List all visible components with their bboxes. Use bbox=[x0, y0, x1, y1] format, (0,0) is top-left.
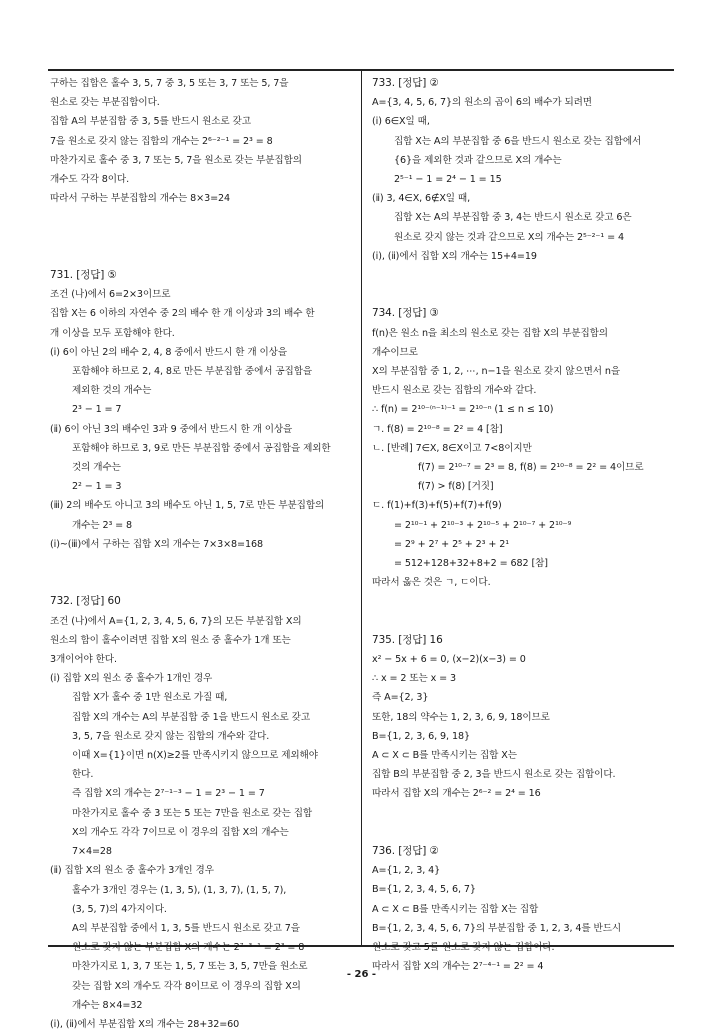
text-line: A의 부분집합 중에서 1, 3, 5를 반드시 원소로 갖고 7을 bbox=[72, 922, 300, 934]
text-line: 것의 개수는 bbox=[72, 462, 121, 474]
text-line: 따라서 집합 X의 개수는 2⁶⁻² = 2⁴ = 16 bbox=[372, 788, 541, 800]
left-column bbox=[50, 74, 352, 1034]
text-line: 집합 X는 A의 부분집합 중 6을 반드시 원소로 갖는 집합에서 bbox=[394, 135, 642, 147]
text-line: 원소로 갖지 않는 부분집합 X의 개수는 2⁷⁻³⁻¹ = 2³ = 8 bbox=[72, 942, 305, 954]
text-line: ㄷ. f(1)+f(3)+f(5)+f(7)+f(9) bbox=[372, 500, 502, 512]
text-line: 포함해야 하므로 2, 4, 8로 만든 부분집합 중에서 공집합을 bbox=[72, 366, 313, 378]
answer-heading: 736. [정답] ② bbox=[372, 845, 439, 858]
text-line: 마찬가지로 홀수 중 3 또는 5 또는 7만을 원소로 갖는 집합 bbox=[72, 807, 313, 819]
text-line: f(7) > f(8) [거짓] bbox=[418, 481, 494, 493]
text-line: (ⅰ)~(ⅲ)에서 구하는 집합 X의 개수는 7×3×8=168 bbox=[50, 538, 263, 550]
text-line: B={1, 2, 3, 4, 5, 6, 7} bbox=[372, 884, 476, 896]
text-line: (ⅲ) 2의 배수도 아니고 3의 배수도 아닌 1, 5, 7로 만든 부분집합의 bbox=[50, 500, 325, 512]
text-line: ㄱ. f(8) = 2¹⁰⁻⁸ = 2² = 4 [참] bbox=[372, 423, 503, 435]
spacer bbox=[50, 554, 352, 592]
text-line: 마찬가지로 1, 3, 7 또는 1, 5, 7 또는 3, 5, 7만을 원소로 bbox=[72, 961, 308, 973]
text-line: 개수는 8×4=32 bbox=[72, 999, 143, 1011]
text-line: 갖는 집합 X의 개수도 각각 8이므로 이 경우의 집합 X의 bbox=[72, 980, 301, 992]
text-line: 집합 X는 A의 부분집합 중 3, 4는 반드시 원소로 갖고 6은 bbox=[394, 212, 632, 224]
text-line: (ⅰ), (ⅱ)에서 부분집합 X의 개수는 28+32=60 bbox=[50, 1018, 240, 1030]
text-line: f(n)은 원소 n을 최소의 원소로 갖는 집합 X의 부분집합의 bbox=[372, 327, 608, 339]
text-line: 원소의 합이 홀수이려면 집합 X의 원소 중 홀수가 1개 또는 bbox=[50, 634, 291, 646]
text-line: 조건 (나)에서 A={1, 2, 3, 4, 5, 6, 7}의 모든 부분집합 X의 bbox=[50, 615, 302, 627]
text-line: 마찬가지로 홀수 중 3, 7 또는 5, 7을 원소로 갖는 부분집합의 bbox=[50, 154, 302, 166]
text-line: 개수는 2³ = 8 bbox=[72, 519, 133, 531]
text-line: 원소로 갖고 5를 원소로 갖지 않는 집합이다. bbox=[372, 942, 555, 954]
text-line: 2³ − 1 = 7 bbox=[72, 404, 122, 416]
text-line: A={3, 4, 5, 6, 7}의 원소의 곱이 6의 배수가 되려면 bbox=[372, 97, 592, 109]
text-line: f(7) = 2¹⁰⁻⁷ = 2³ = 8, f(8) = 2¹⁰⁻⁸ = 2² = 4이므로 bbox=[418, 462, 644, 474]
text-line: 따라서 집합 X의 개수는 2⁷⁻⁴⁻¹ = 2² = 4 bbox=[372, 961, 544, 973]
text-line: A ⊂ X ⊂ B를 만족시키는 집합 X는 bbox=[372, 750, 517, 762]
text-line: (3, 5, 7)의 4가지이다. bbox=[72, 903, 167, 915]
text-line: 홀수가 3개인 경우는 (1, 3, 5), (1, 3, 7), (1, 5, 7), bbox=[72, 884, 287, 896]
text-line: 집합 X가 홀수 중 1만 원소로 가질 때, bbox=[72, 692, 228, 704]
text-line: = 512+128+32+8+2 = 682 [참] bbox=[394, 558, 548, 570]
text-line: 집합 B의 부분집합 중 2, 3을 반드시 원소로 갖는 집합이다. bbox=[372, 769, 616, 781]
text-line: 개 이상을 모두 포함해야 한다. bbox=[50, 327, 175, 339]
text-line: 2⁵⁻¹ − 1 = 2⁴ − 1 = 15 bbox=[394, 174, 502, 186]
text-line: 또한, 18의 약수는 1, 2, 3, 6, 9, 18이므로 bbox=[372, 711, 550, 723]
text-line: 3개이어야 한다. bbox=[50, 654, 117, 666]
text-line: B={1, 2, 3, 4, 5, 6, 7}의 부분집합 중 1, 2, 3, 4를 반드시 bbox=[372, 922, 622, 934]
text-line: 개수이므로 bbox=[372, 346, 418, 358]
text-line: 따라서 옳은 것은 ㄱ, ㄷ이다. bbox=[372, 577, 491, 589]
text-line: B={1, 2, 3, 6, 9, 18} bbox=[372, 730, 470, 742]
text-line: 이때 X={1}이면 n(X)≥2를 만족시키지 않으므로 제외해야 bbox=[72, 750, 318, 762]
text-line: 반드시 원소로 갖는 집합의 개수와 같다. bbox=[372, 385, 537, 397]
answer-heading: 734. [정답] ③ bbox=[372, 307, 439, 320]
text-line: ∴ x = 2 또는 x = 3 bbox=[372, 673, 457, 685]
text-line: (ⅱ) 3, 4∈X, 6∉X일 때, bbox=[372, 193, 471, 205]
text-line: 2² − 1 = 3 bbox=[72, 481, 122, 493]
answer-heading: 733. [정답] ② bbox=[372, 77, 439, 89]
text-line: 집합 X는 6 이하의 자연수 중 2의 배수 한 개 이상과 3의 배수 한 bbox=[50, 308, 315, 320]
text-line: 구하는 집합은 홀수 3, 5, 7 중 3, 5 또는 3, 7 또는 5, 7을 bbox=[50, 78, 289, 89]
text-line: (ⅰ) 6이 아닌 2의 배수 2, 4, 8 중에서 반드시 한 개 이상을 bbox=[50, 346, 288, 358]
text-line: 집합 X의 개수는 A의 부분집합 중 1을 반드시 원소로 갖고 bbox=[72, 711, 311, 723]
text-line: (ⅰ) 6∈X일 때, bbox=[372, 116, 430, 128]
text-line: (ⅱ) 집합 X의 원소 중 홀수가 3개인 경우 bbox=[50, 865, 214, 877]
text-line: 원소로 갖지 않는 것과 같으므로 X의 개수는 2⁵⁻²⁻¹ = 4 bbox=[394, 231, 624, 243]
text-line: ∴ f(n) = 2¹⁰⁻⁽ⁿ⁻¹⁾⁻¹ = 2¹⁰⁻ⁿ (1 ≤ n ≤ 10) bbox=[372, 404, 554, 416]
text-line: 3, 5, 7을 원소로 갖지 않는 집합의 개수와 같다. bbox=[72, 730, 270, 742]
text-line: 집합 A의 부분집합 중 3, 5를 반드시 원소로 갖고 bbox=[50, 116, 251, 128]
text-line: x² − 5x + 6 = 0, (x−2)(x−3) = 0 bbox=[372, 654, 526, 666]
text-line: 개수도 각각 8이다. bbox=[50, 174, 130, 186]
spacer bbox=[372, 592, 674, 630]
text-line: X의 부분집합 중 1, 2, ⋯, n−1을 원소로 갖지 않으면서 n을 bbox=[372, 366, 621, 378]
text-line: 즉 A={2, 3} bbox=[372, 692, 429, 704]
text-line: ㄴ. [반례] 7∈X, 8∈X이고 7<8이지만 bbox=[372, 442, 532, 454]
text-line: 조건 (나)에서 6=2×3이므로 bbox=[50, 289, 171, 301]
text-line: 제외한 것의 개수는 bbox=[72, 385, 152, 397]
answer-heading: 735. [정답] 16 bbox=[372, 633, 443, 646]
text-line: 한다. bbox=[72, 769, 94, 781]
text-line: A ⊂ X ⊂ B를 만족시키는 집합 X는 집합 bbox=[372, 903, 539, 915]
text-line: 7을 원소로 갖지 않는 집합의 개수는 2⁶⁻²⁻¹ = 2³ = 8 bbox=[50, 135, 273, 147]
text-line: = 2¹⁰⁻¹ + 2¹⁰⁻³ + 2¹⁰⁻⁵ + 2¹⁰⁻⁷ + 2¹⁰⁻⁹ bbox=[394, 519, 572, 531]
spacer bbox=[50, 208, 352, 266]
column-divider bbox=[361, 71, 362, 945]
text-line: (ⅰ), (ⅱ)에서 집합 X의 개수는 15+4=19 bbox=[372, 250, 537, 262]
text-line: 7×4=28 bbox=[72, 846, 112, 858]
spacer bbox=[372, 266, 674, 304]
answer-heading: 732. [정답] 60 bbox=[50, 595, 121, 608]
text-line: 원소로 갖는 부분집합이다. bbox=[50, 97, 160, 109]
text-line: 따라서 구하는 부분집합의 개수는 8×3=24 bbox=[50, 193, 231, 205]
spacer bbox=[372, 804, 674, 842]
answer-heading: 731. [정답] ⑤ bbox=[50, 269, 117, 282]
text-line: 즉 집합 X의 개수는 2⁷⁻¹⁻³ − 1 = 2³ − 1 = 7 bbox=[72, 788, 265, 800]
text-line: (ⅰ) 집합 X의 원소 중 홀수가 1개인 경우 bbox=[50, 673, 213, 685]
page-number: - 26 - bbox=[346, 969, 377, 980]
text-line: (ⅱ) 6이 아닌 3의 배수인 3과 9 중에서 반드시 한 개 이상을 bbox=[50, 423, 293, 435]
text-line: 포함해야 하므로 3, 9로 만든 부분집합 중에서 공집합을 제외한 bbox=[72, 442, 331, 454]
text-line: X의 개수도 각각 7이므로 이 경우의 집합 X의 개수는 bbox=[72, 826, 289, 838]
text-line: {6}을 제외한 것과 같으므로 X의 개수는 bbox=[394, 154, 562, 166]
text-line: A={1, 2, 3, 4} bbox=[372, 865, 441, 877]
text-line: = 2⁹ + 2⁷ + 2⁵ + 2³ + 2¹ bbox=[394, 538, 509, 550]
right-column bbox=[372, 74, 674, 977]
